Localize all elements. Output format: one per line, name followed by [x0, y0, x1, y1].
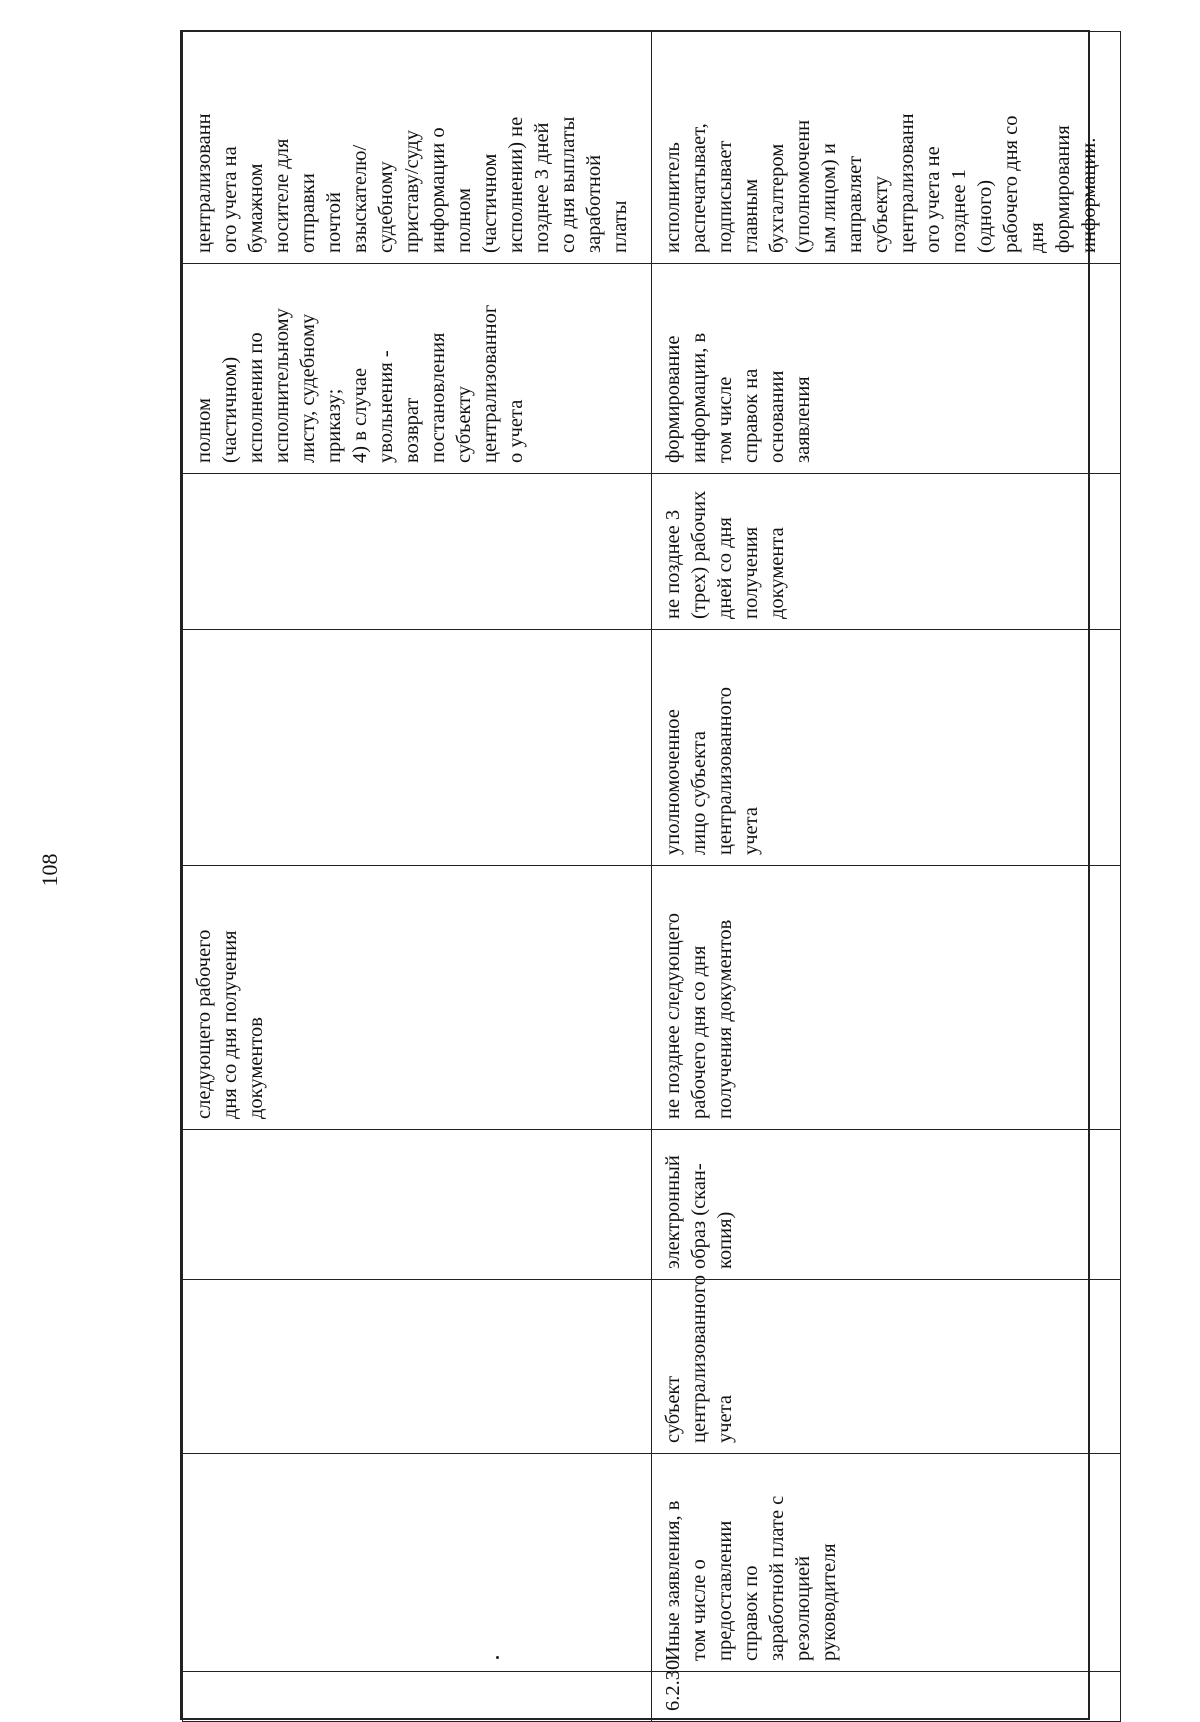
cell-format: электронный образ (скан- копия) [652, 1130, 1121, 1280]
table-row-continuation [183, 32, 652, 1722]
cell-processing-deadline: не позднее 3 (трех) рабочих дней со дня получения документа [652, 474, 1121, 630]
cell-action: полном (частичном) исполнении по исполнительному листу, судебному приказу; 4) в случае увольнения - возврат постановления субъекту централизованног о учета [183, 264, 652, 474]
cell-submission-deadline: не позднее следующего рабочего дня со дня получения документов [652, 866, 1121, 1130]
document-table [182, 31, 1121, 1722]
cell-provider [183, 1280, 652, 1454]
cell-submission-deadline: следующего рабочего дня со дня получения документов [183, 866, 652, 1130]
cell-number: 6.2.30 [652, 1672, 1121, 1722]
table-row-6-2-30 [652, 32, 1121, 1722]
cell-result: централизованн ого учета на бумажном носителе для отправки почтой взыскателю/ судебному приставу/суду информации о полном (частичном исполнении) не позднее 3 дней со дня выплаты заработной платы [183, 32, 652, 264]
cell-format [183, 1130, 652, 1280]
document-table-frame [180, 30, 1100, 1720]
cell-provider: субъект централизованного учета [652, 1280, 1121, 1454]
page-number: 108 [37, 853, 62, 887]
cell-action: формирование информации, в том числе справок на основании заявления [652, 264, 1121, 474]
cell-executor [183, 630, 652, 866]
cell-document-name [183, 1454, 652, 1672]
cell-processing-deadline [183, 474, 652, 630]
cell-executor: уполномоченное лицо субъекта централизованного учета [652, 630, 1121, 866]
rotated-table-container [182, 32, 1100, 1722]
cell-number [183, 1672, 652, 1722]
cell-document-name: Иные заявления, в том числе о предоставлении справок по заработной плате с резолюцией руководителя [652, 1454, 1121, 1672]
cell-result: исполнитель распечатывает, подписывает главным бухгалтером (уполномоченн ым лицом) и направляет субъекту централизованн ого учета не позднее 1 (одного) рабочего дня со дня формирования информации. [652, 32, 1121, 264]
